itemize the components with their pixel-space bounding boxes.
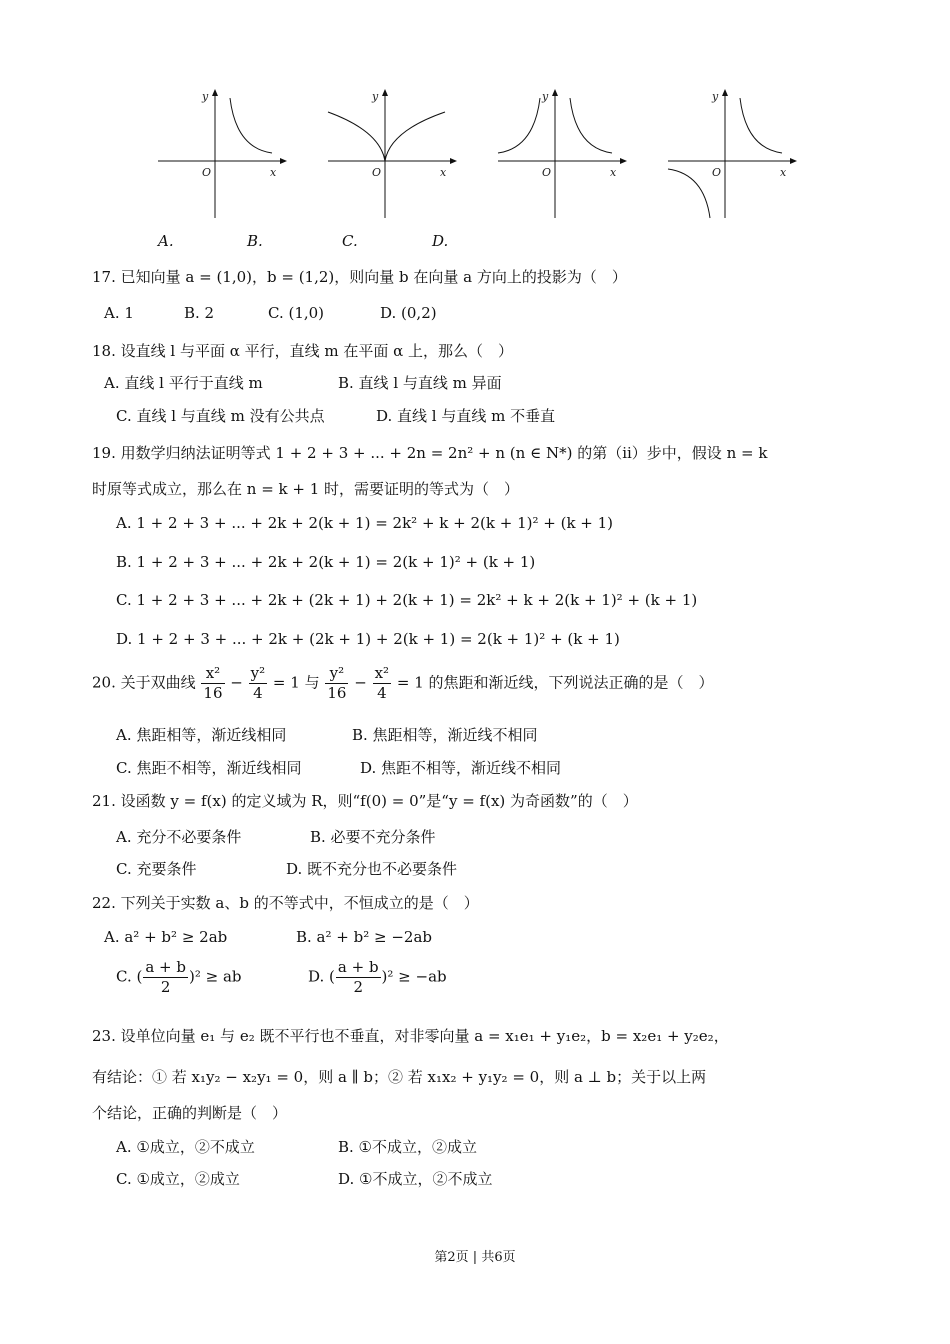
q22-option-c-num: a + b — [145, 958, 186, 976]
q18-option-d: D. 直线 l 与直线 m 不垂直 — [376, 407, 556, 425]
q20-fraction-2 — [249, 664, 268, 703]
q19-option-d: D. 1 + 2 + 3 + ... + 2k + (2k + 1) + 2(k + 1) = 2(k + 1)² + (k + 1) — [116, 630, 620, 648]
q17-option-a: A. 1 — [104, 304, 134, 322]
q23-option-a: A. ①成立，②不成立 — [116, 1138, 255, 1156]
graph-a-origin: O — [202, 166, 212, 179]
graph-a — [150, 86, 290, 230]
q20-fraction-4 — [373, 664, 391, 703]
q21-option-a: A. 充分不必要条件 — [116, 828, 242, 846]
q23-stem-line1: 23. 设单位向量 e₁ 与 e₂ 既不平行也不垂直，对非零向量 a = x₁e₁ + y₁e₂，b = x₂e₁ + y₂e₂， — [92, 1027, 729, 1045]
graph-a-plot — [150, 86, 290, 226]
q22-stem: 22. 下列关于实数 a、b 的不等式中，不恒成立的是（ ） — [92, 894, 479, 912]
q18-option-c: C. 直线 l 与直线 m 没有公共点 — [116, 407, 325, 425]
graph-d-y-label: y — [712, 90, 719, 103]
q20-option-a: A. 焦距相等，渐近线相同 — [116, 726, 287, 744]
graph-b-plot — [320, 86, 460, 226]
q23-option-c: C. ①成立，②成立 — [116, 1170, 240, 1188]
graph-b-origin: O — [372, 166, 382, 179]
q23-option-d: D. ①不成立，②不成立 — [338, 1170, 493, 1188]
q20-fraction-3-den: 16 — [327, 683, 347, 702]
q23-stem-line3: 个结论，正确的判断是（ ） — [92, 1104, 288, 1122]
q22-option-b: B. a² + b² ≥ −2ab — [296, 928, 432, 946]
q20-stem — [92, 664, 714, 703]
q19-option-c: C. 1 + 2 + 3 + ... + 2k + (2k + 1) + 2(k + 1) = 2k² + k + 2(k + 1)² + (k + 1) — [116, 591, 698, 609]
q22-option-c-den: 2 — [160, 977, 171, 996]
q20-suffix: = 1 的焦距和渐近线，下列说法正确的是（ ） — [396, 673, 714, 692]
q21-option-d: D. 既不充分也不必要条件 — [286, 860, 458, 878]
q20-fraction-2-den: 4 — [253, 683, 263, 702]
q21-stem: 21. 设函数 y = f(x) 的定义域为 R，则“f(0) = 0”是“y = f(x) 为奇函数”的（ ） — [92, 792, 638, 810]
graph-d-origin: O — [712, 166, 722, 179]
q20-fraction-3-num: y² — [325, 664, 348, 684]
q20-option-d: D. 焦距不相等，渐近线不相同 — [360, 759, 562, 777]
graph-a-y-label: y — [202, 90, 209, 103]
q22-option-c-fraction — [143, 958, 188, 997]
page-footer: 第2页 | 共6页 — [434, 1250, 516, 1265]
q21-option-c: C. 充要条件 — [116, 860, 197, 878]
q17-option-c: C. (1,0) — [268, 304, 325, 322]
q17-stem: 17. 已知向量 a = (1,0)，b = (1,2)，则向量 b 在向量 a 方向上的投影为（ ） — [92, 268, 627, 286]
graph-a-label: A. — [158, 232, 174, 250]
q19-option-a: A. 1 + 2 + 3 + ... + 2k + 2(k + 1) = 2k² + k + 2(k + 1)² + (k + 1) — [116, 514, 614, 532]
q22-option-a: A. a² + b² ≥ 2ab — [104, 928, 228, 946]
q18-stem: 18. 设直线 l 与平面 α 平行，直线 m 在平面 α 上，那么（ ） — [92, 342, 514, 360]
graph-b — [320, 86, 460, 230]
graph-d-plot — [660, 86, 800, 226]
q22-option-d-num: a + b — [337, 958, 379, 976]
graph-c-x-label: x — [610, 166, 617, 179]
graph-b-label: B. — [247, 232, 263, 250]
q23-option-b: B. ①不成立，②成立 — [338, 1138, 478, 1156]
q22-option-c-tail: )² ≥ ab — [189, 967, 242, 986]
q22-option-d — [308, 958, 447, 997]
graph-c-origin: O — [542, 166, 552, 179]
q22-option-d-den: 2 — [353, 977, 363, 996]
q20-fraction-1-den: 16 — [203, 683, 223, 702]
q20-option-c: C. 焦距不相等，渐近线相同 — [116, 759, 302, 777]
q20-fraction-1-num: x² — [201, 664, 224, 684]
q18-option-b: B. 直线 l 与直线 m 异面 — [338, 374, 502, 392]
q19-stem-line2: 时原等式成立，那么在 n = k + 1 时，需要证明的等式为（ ） — [92, 480, 520, 498]
q20-minus-2: − — [354, 673, 367, 692]
q22-option-c — [116, 958, 242, 997]
q20-fraction-4-den: 4 — [377, 683, 387, 702]
graph-a-x-label: x — [270, 166, 277, 179]
q17-option-d: D. (0,2) — [380, 304, 437, 322]
q21-option-b: B. 必要不充分条件 — [310, 828, 436, 846]
graph-c-plot — [490, 86, 630, 226]
graph-d-x-label: x — [780, 166, 787, 179]
q20-fraction-1 — [201, 664, 224, 703]
graph-d — [660, 86, 800, 230]
graph-b-x-label: x — [440, 166, 447, 179]
q22-option-d-tail: )² ≥ −ab — [381, 967, 447, 986]
graph-c-label: C. — [342, 232, 358, 250]
q22-option-d-label: D. ( — [308, 967, 335, 986]
q20-option-b: B. 焦距相等，渐近线不相同 — [352, 726, 538, 744]
q20-prefix: 20. 关于双曲线 — [92, 673, 196, 692]
q20-fraction-3 — [325, 664, 348, 703]
q23-stem-line2: 有结论：① 若 x₁y₂ − x₂y₁ = 0，则 a ∥ b；② 若 x₁x₂ + y₁y₂ = 0，则 a ⊥ b；关于以上两 — [92, 1068, 707, 1086]
graph-d-label: D. — [432, 232, 449, 250]
q22-option-c-label: C. ( — [116, 967, 143, 986]
q19-option-b: B. 1 + 2 + 3 + ... + 2k + 2(k + 1) = 2(k + 1)² + (k + 1) — [116, 553, 536, 571]
graph-c — [490, 86, 630, 230]
q20-minus-1: − — [230, 673, 243, 692]
q20-fraction-2-num: y² — [250, 664, 266, 682]
graph-c-y-label: y — [542, 90, 549, 103]
graph-b-y-label: y — [372, 90, 379, 103]
q22-option-d-fraction — [336, 958, 381, 997]
q17-option-b: B. 2 — [184, 304, 215, 322]
q20-eq-1: = 1 与 — [272, 673, 320, 692]
q19-stem-line1: 19. 用数学归纳法证明等式 1 + 2 + 3 + ... + 2n = 2n² + n (n ∈ N*) 的第（ii）步中，假设 n = k — [92, 444, 768, 462]
q18-option-a: A. 直线 l 平行于直线 m — [104, 374, 263, 392]
q20-fraction-4-num: x² — [374, 664, 390, 682]
